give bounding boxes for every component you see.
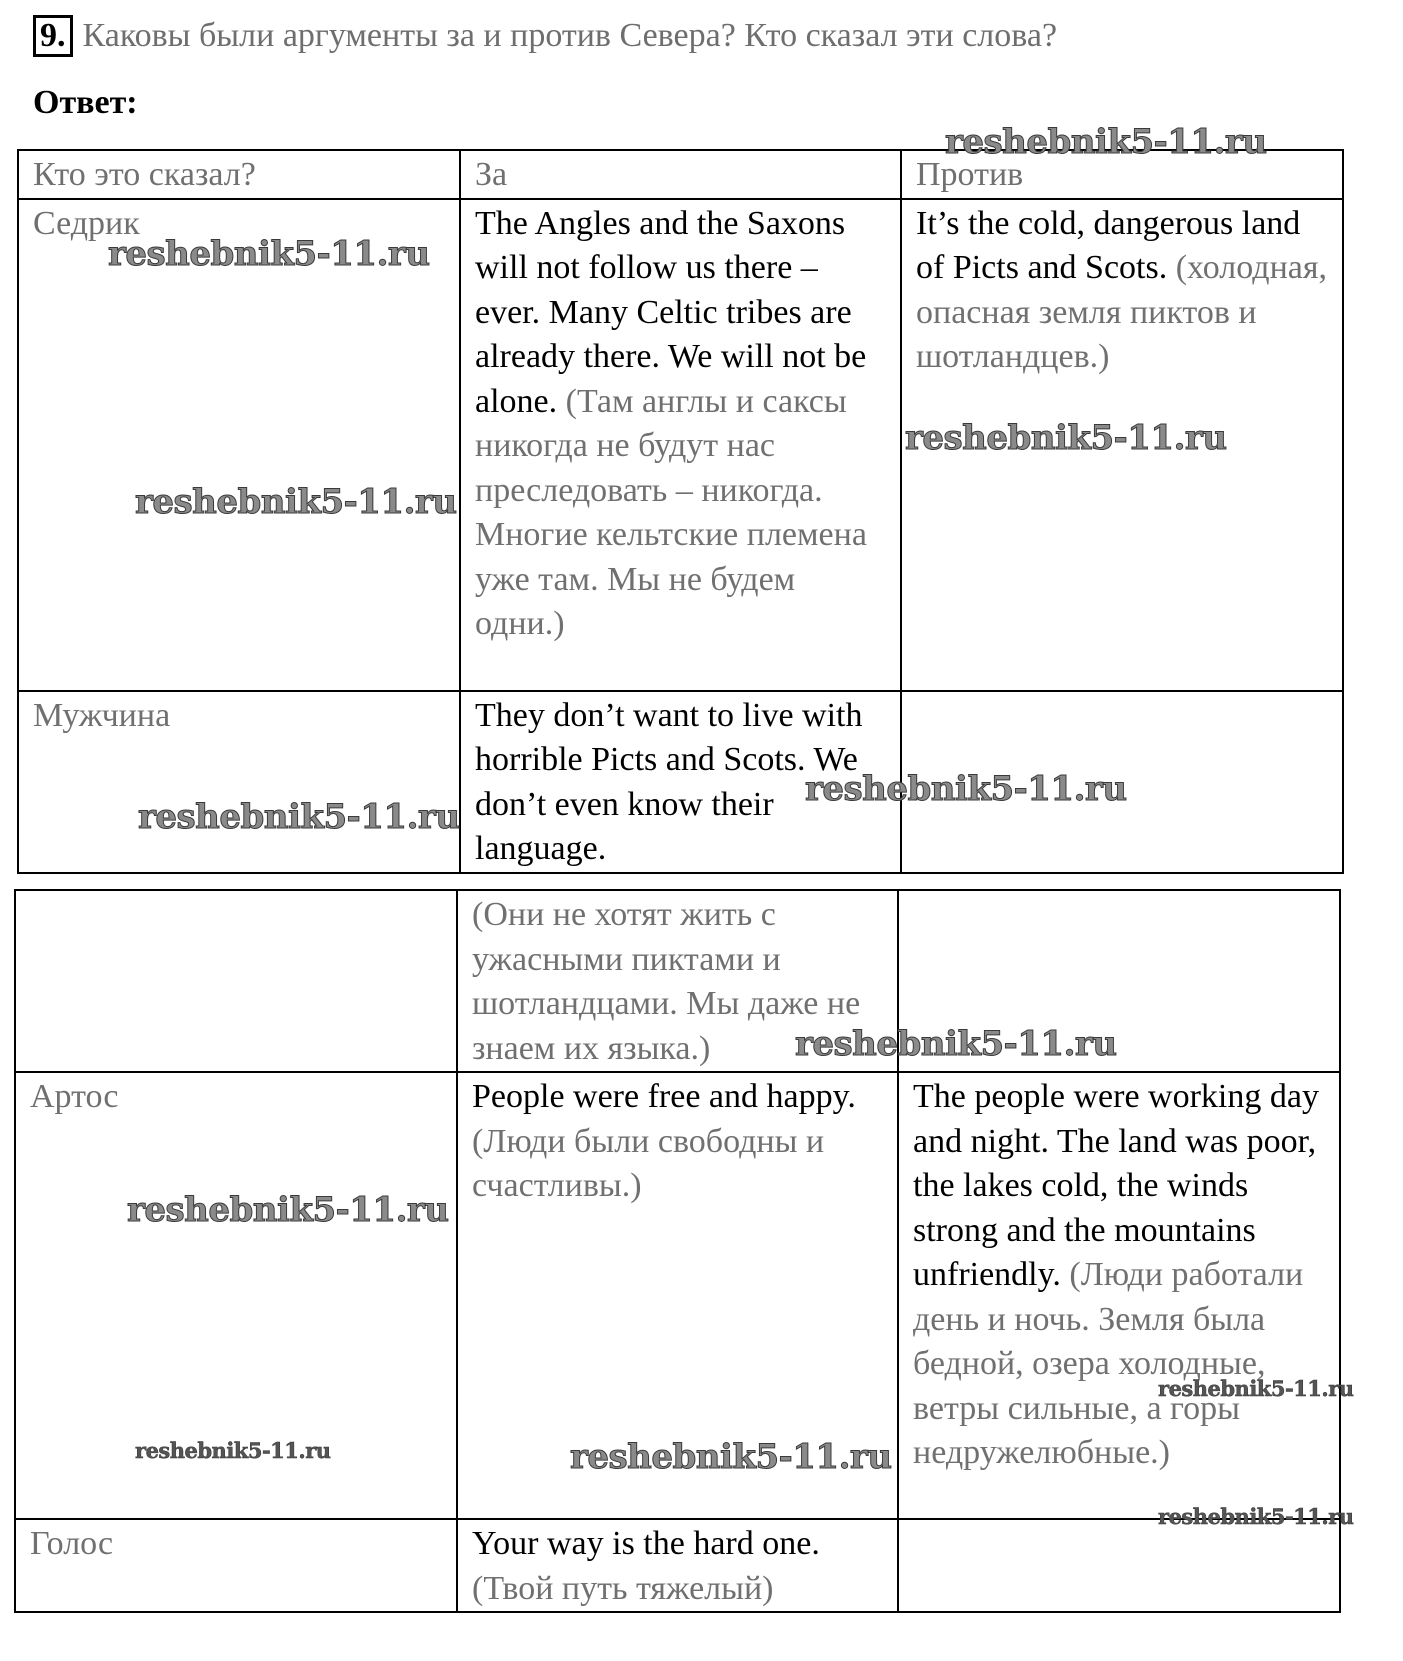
question-header: [33, 14, 1057, 58]
header-who: Кто это сказал?: [18, 150, 460, 199]
watermark: reshebnik5-11.ru: [135, 482, 457, 522]
table-row: [18, 691, 1343, 873]
question-text: Каковы были аргументы за и против Севера? Кто сказал эти слова?: [82, 17, 1058, 54]
row-who: Артос: [15, 1072, 457, 1519]
watermark: reshebnik5-11.ru: [135, 1438, 331, 1463]
row-who: Седрик: [18, 199, 460, 691]
for-russian: (Твой путь тяжелый): [472, 1569, 774, 1607]
for-russian: (Люди были свободны и счастливы.): [472, 1122, 825, 1204]
row-against: [898, 1519, 1340, 1612]
row-against: [898, 1072, 1340, 1519]
watermark: reshebnik5-11.ru: [1158, 1504, 1354, 1529]
for-russian: (Они не хотят жить с ужасными пиктами и шотландцами. Мы даже не знаем их языка.): [472, 896, 861, 1067]
question-number: 9.: [33, 15, 73, 57]
answer-table-part-2: [14, 889, 1341, 1613]
for-english: People were free and happy.: [472, 1078, 856, 1115]
row-for: [457, 1519, 898, 1612]
against-russian: (Люди работали день и ночь. Земля была бедной, озера холодные, ветры сильные, а горы недружелюбные.): [913, 1256, 1304, 1471]
table-row: [15, 1519, 1340, 1612]
against-english: It’s the cold, dangerous land of Picts and Scots.: [916, 204, 1301, 286]
watermark: reshebnik5-11.ru: [905, 418, 1227, 458]
watermark: reshebnik5-11.ru: [805, 769, 1127, 809]
row-who: Голос: [15, 1519, 457, 1612]
against-russian: (холодная, опасная земля пиктов и шотландцев.): [916, 249, 1328, 375]
row-who: [15, 890, 457, 1072]
header-against: Против: [901, 150, 1343, 199]
watermark: reshebnik5-11.ru: [795, 1024, 1117, 1064]
header-for: За: [460, 150, 901, 199]
row-for: [460, 199, 901, 691]
for-russian: (Там англы и саксы никогда не будут нас преследовать – никогда. Многие кельтские племена уже там. Мы не будем одни.): [475, 382, 867, 642]
watermark: reshebnik5-11.ru: [570, 1437, 892, 1477]
watermark: reshebnik5-11.ru: [127, 1190, 449, 1230]
table-row: [15, 890, 1340, 1072]
for-english: They don’t want to live with horrible Picts and Scots. We don’t even know their language.: [475, 696, 863, 867]
watermark: reshebnik5-11.ru: [108, 234, 430, 274]
watermark: reshebnik5-11.ru: [138, 797, 460, 837]
watermark: reshebnik5-11.ru: [1158, 1376, 1354, 1401]
for-english: The Angles and the Saxons will not follow us there – ever. Many Celtic tribes are already there. We will not be alone.: [475, 204, 867, 420]
answer-label: Ответ:: [33, 84, 138, 121]
watermark: reshebnik5-11.ru: [945, 122, 1267, 162]
against-english: The people were working day and night. The land was poor, the lakes cold, the winds strong and the mountains unfriendly.: [913, 1078, 1319, 1293]
row-who: Мужчина: [18, 691, 460, 873]
for-english: Your way is the hard one.: [472, 1525, 820, 1562]
